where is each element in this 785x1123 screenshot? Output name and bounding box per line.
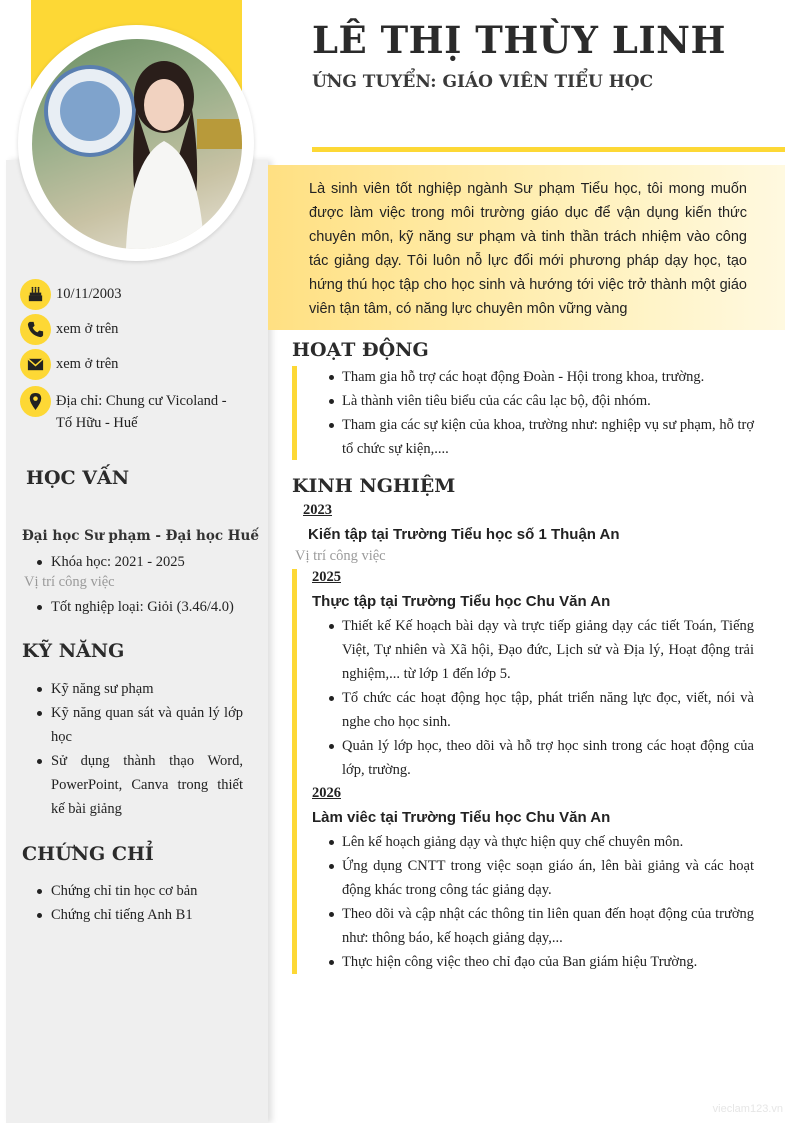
email-icon: [20, 349, 51, 380]
list-item: Theo dõi và cập nhật các thông tin liên quan đến hoạt động của trường như: thông báo, kế hoạch giảng dạy,...: [342, 902, 754, 950]
email-text: xem ở trên: [56, 356, 119, 372]
contact-address: [20, 386, 236, 434]
address-text: Địa chỉ: Chung cư Vicoland - Tố Hữu - Huế: [56, 393, 227, 431]
skills-list: [51, 677, 243, 821]
contact-email: [20, 349, 118, 380]
list-item: Tổ chức các hoạt động học tập, phát triển năng lực đọc, viết, nói và nghe cho học sinh.: [342, 686, 754, 734]
activities-list: [342, 365, 754, 461]
birthday-cake-icon: [20, 279, 51, 310]
location-pin-icon: [20, 386, 51, 417]
list-item: Lên kế hoạch giảng dạy và thực hiện quy chế chuyên môn.: [342, 830, 754, 854]
job-title: Thực tập tại Trường Tiểu học Chu Văn An: [312, 593, 611, 610]
certificates-heading: CHỨNG CHỈ: [22, 843, 154, 865]
education-list: [51, 550, 243, 574]
activities-heading: HOẠT ĐỘNG: [292, 339, 429, 361]
list-item: Thiết kế Kế hoạch bài dạy và trực tiếp giảng dạy các tiết Toán, Tiếng Việt, Tự nhiên và Xã hội, Đạo đức, Lịch sử và Địa lý, Hoạt động trải nghiệm,... từ lớp 1 đến lớp 5.: [342, 614, 754, 686]
list-item: Tốt nghiệp loại: Giỏi (3.46/4.0): [51, 595, 243, 619]
list-item: Chứng chỉ tiếng Anh B1: [51, 903, 243, 927]
job-year: 2026: [312, 785, 341, 801]
list-item: Quản lý lớp học, theo dõi và hỗ trợ học sinh trong các hoạt động của lớp, trường.: [342, 734, 754, 782]
phone-text: xem ở trên: [56, 321, 119, 337]
list-item: Ứng dụng CNTT trong việc soạn giáo án, lên bài giảng và các hoạt động khác trong công tác giảng dạy.: [342, 854, 754, 902]
list-item: Kỹ năng sư phạm: [51, 677, 243, 701]
education-list-2: [51, 595, 243, 619]
contact-phone: [20, 314, 118, 345]
certificates-list: [51, 879, 243, 927]
job-duties-list: [342, 830, 754, 974]
job-title: Làm viêc tại Trường Tiểu học Chu Văn An: [312, 809, 611, 826]
watermark: vieclam123.vn: [712, 1103, 783, 1115]
job-title: Kiến tập tại Trường Tiểu học số 1 Thuận An: [308, 526, 620, 543]
applied-position: ỨNG TUYỂN: GIÁO VIÊN TIỂU HỌC: [312, 72, 654, 92]
header-divider: [312, 147, 785, 152]
list-item: Sử dụng thành thạo Word, PowerPoint, Canva trong thiết kế bài giảng: [51, 749, 243, 821]
experience-heading: KINH NGHIỆM: [292, 475, 456, 497]
job-position-placeholder: Vị trí công việc: [295, 548, 386, 564]
experience-accent-bar: [292, 569, 297, 974]
job-year: 2023: [303, 502, 332, 518]
job-position-placeholder: Vị trí công việc: [24, 574, 115, 590]
list-item: Là thành viên tiêu biểu của các câu lạc bộ, đội nhóm.: [342, 389, 754, 413]
skills-heading: KỸ NĂNG: [22, 640, 125, 662]
education-heading: HỌC VẤN: [26, 467, 130, 489]
list-item: Thực hiện công việc theo chỉ đạo của Ban giám hiệu Trường.: [342, 950, 754, 974]
list-item: Tham gia hỗ trợ các hoạt động Đoàn - Hội trong khoa, trường.: [342, 365, 754, 389]
job-year: 2025: [312, 569, 341, 585]
career-summary: Là sinh viên tốt nghiệp ngành Sư phạm Tiểu học, tôi mong muốn được làm việc trong môi trường giáo dục để vận dụng kiến thức chuyên môn, kỹ năng sư phạm và tinh thần trách nhiệm vào công tác giảng dạy. Tôi luôn nỗ lực đổi mới phương pháp dạy học, tạo hứng thú học tập cho học sinh và hướng tới việc trở thành một giáo viên tận tâm, có năng lực chuyên môn vững vàng: [268, 165, 785, 330]
list-item: Tham gia các sự kiện của khoa, trường như: nghiệp vụ sư phạm, hỗ trợ tổ chức sự kiện,....: [342, 413, 754, 461]
activities-accent-bar: [292, 366, 297, 460]
list-item: Chứng chỉ tin học cơ bản: [51, 879, 243, 903]
birthday-text: 10/11/2003: [56, 286, 122, 302]
education-school: Đại học Sư phạm - Đại học Huế: [22, 528, 259, 544]
contact-birthday: [20, 279, 122, 310]
profile-photo: [32, 39, 242, 249]
list-item: Khóa học: 2021 - 2025: [51, 550, 243, 574]
job-duties-list: [342, 614, 754, 782]
list-item: Kỹ năng quan sát và quản lý lớp học: [51, 701, 243, 749]
candidate-name: LÊ THỊ THÙY LINH: [312, 18, 726, 62]
phone-icon: [20, 314, 51, 345]
